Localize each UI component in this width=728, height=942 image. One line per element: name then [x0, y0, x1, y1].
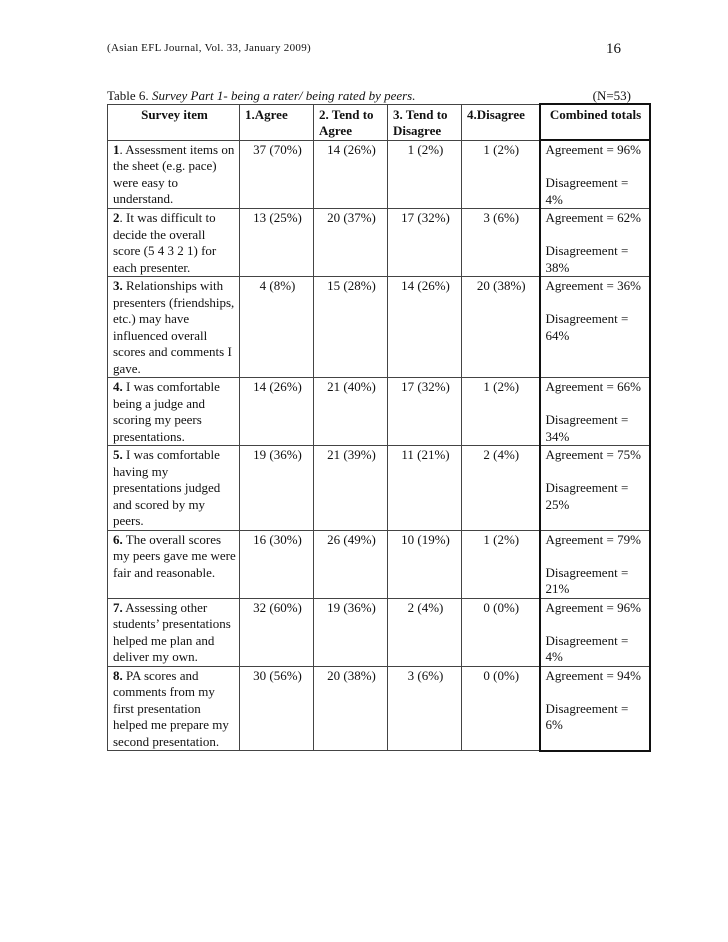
agreement-total: Agreement = 62%: [545, 210, 641, 225]
item-number: 2: [113, 210, 120, 225]
table-row: [108, 277, 650, 378]
combined-cell: [540, 140, 650, 209]
combined-cell: [540, 598, 650, 666]
item-number: 6.: [113, 531, 123, 547]
table-row: [108, 446, 650, 531]
agreement-total: Agreement = 75%: [545, 447, 641, 462]
tend-agree-cell: 14 (26%): [314, 140, 388, 209]
item-number: 7.: [113, 599, 123, 615]
survey-item-cell: [108, 277, 240, 378]
tend-agree-cell: 21 (40%): [314, 378, 388, 446]
survey-item-cell: [108, 446, 240, 531]
item-text: . It was difficult to decide the overall score (5 4 3 2 1) for each presenter.: [113, 210, 217, 275]
tend-disagree-cell: 17 (32%): [388, 209, 462, 277]
agreement-total: Agreement = 36%: [545, 278, 641, 293]
combined-cell: [540, 666, 650, 751]
item-number: 3.: [113, 278, 123, 293]
col-header-item: Survey item: [108, 104, 240, 140]
survey-item-cell: [108, 378, 240, 446]
disagreement-total: Disagreement = 64%: [545, 311, 629, 343]
disagree-cell: 3 (6%): [462, 209, 540, 277]
table-row: [108, 666, 650, 751]
disagree-cell: 20 (38%): [462, 277, 540, 378]
tend-disagree-cell: 1 (2%): [388, 140, 462, 209]
disagreement-total: Disagreement = 25%: [545, 480, 629, 512]
agree-cell: 16 (30%): [240, 530, 314, 598]
tend-disagree-cell: 14 (26%): [388, 277, 462, 378]
survey-item-cell: [108, 140, 240, 209]
tend-agree-cell: 15 (28%): [314, 277, 388, 378]
item-text: . Assessment items on the sheet (e.g. pace) were easy to understand.: [113, 141, 235, 206]
disagreement-total: Disagreement = 34%: [545, 412, 629, 444]
col-header-tend-disagree: 3. Tend to Disagree: [388, 104, 462, 140]
table-row: [108, 209, 650, 277]
caption-lead: Table 6.: [107, 88, 149, 103]
tend-disagree-cell: 17 (32%): [388, 378, 462, 446]
tend-disagree-cell: 2 (4%): [388, 598, 462, 666]
agree-cell: 13 (25%): [240, 209, 314, 277]
disagree-cell: 0 (0%): [462, 598, 540, 666]
table-header-row: [108, 104, 650, 140]
survey-item-cell: [108, 598, 240, 666]
agree-cell: 30 (56%): [240, 666, 314, 751]
disagreement-total: Disagreement = 38%: [545, 243, 629, 275]
combined-cell: [540, 277, 650, 378]
agreement-total: Agreement = 96%: [545, 599, 641, 615]
item-text: I was comfortable being a judge and scoring my peers presentations.: [113, 379, 220, 444]
table-row: [108, 530, 650, 598]
combined-cell: [540, 446, 650, 531]
tend-agree-cell: 20 (38%): [314, 666, 388, 751]
survey-table: [107, 103, 651, 752]
item-text: Assessing other students’ presentations helped me plan and deliver my own.: [113, 599, 231, 664]
agreement-total: Agreement = 66%: [545, 379, 641, 394]
tend-agree-cell: 20 (37%): [314, 209, 388, 277]
agree-cell: 37 (70%): [240, 140, 314, 209]
tend-disagree-cell: 3 (6%): [388, 666, 462, 751]
tend-agree-cell: 26 (49%): [314, 530, 388, 598]
caption-title: Survey Part 1- being a rater/ being rated by peers.: [151, 88, 416, 103]
agree-cell: 4 (8%): [240, 277, 314, 378]
col-header-agree: 1.Agree: [240, 104, 314, 140]
col-header-combined: Combined totals: [540, 104, 650, 140]
disagree-cell: 1 (2%): [462, 140, 540, 209]
agreement-total: Agreement = 79%: [545, 531, 641, 547]
agreement-total: Agreement = 94%: [545, 667, 641, 683]
combined-cell: [540, 209, 650, 277]
item-text: PA scores and comments from my first presentation helped me prepare my second presentation.: [113, 667, 229, 749]
disagree-cell: 1 (2%): [462, 530, 540, 598]
disagreement-total: Disagreement = 4%: [545, 632, 629, 664]
item-text: The overall scores my peers gave me were fair and reasonable.: [113, 531, 236, 580]
agree-cell: 14 (26%): [240, 378, 314, 446]
item-number: 4.: [113, 379, 123, 394]
col-header-disagree: 4.Disagree: [462, 104, 540, 140]
tend-agree-cell: 21 (39%): [314, 446, 388, 531]
table-body: [108, 140, 650, 751]
survey-item-cell: [108, 666, 240, 751]
disagreement-total: Disagreement = 21%: [545, 564, 629, 596]
disagreement-total: Disagreement = 6%: [545, 700, 629, 732]
item-number: 5.: [113, 447, 123, 462]
col-header-tend-agree: 2. Tend to Agree: [314, 104, 388, 140]
table-caption: [107, 88, 637, 104]
survey-item-cell: [108, 209, 240, 277]
item-number: 8.: [113, 667, 123, 683]
disagreement-total: Disagreement = 4%: [545, 175, 629, 207]
survey-item-cell: [108, 530, 240, 598]
journal-header: (Asian EFL Journal, Vol. 33, January 2009): [107, 42, 311, 54]
tend-disagree-cell: 10 (19%): [388, 530, 462, 598]
combined-cell: [540, 530, 650, 598]
agree-cell: 19 (36%): [240, 446, 314, 531]
item-text: Relationships with presenters (friendships, etc.) may have influenced overall scores and comments I gave.: [113, 278, 235, 376]
agree-cell: 32 (60%): [240, 598, 314, 666]
disagree-cell: 1 (2%): [462, 378, 540, 446]
page-number: 16: [606, 41, 621, 57]
table-row: [108, 598, 650, 666]
item-text: I was comfortable having my presentations judged and scored by my peers.: [113, 447, 221, 528]
table-row: [108, 140, 650, 209]
item-number: 1: [113, 141, 120, 157]
tend-disagree-cell: 11 (21%): [388, 446, 462, 531]
table-row: [108, 378, 650, 446]
combined-cell: [540, 378, 650, 446]
sample-size: (N=53): [592, 88, 631, 103]
tend-agree-cell: 19 (36%): [314, 598, 388, 666]
disagree-cell: 0 (0%): [462, 666, 540, 751]
disagree-cell: 2 (4%): [462, 446, 540, 531]
agreement-total: Agreement = 96%: [545, 142, 641, 157]
